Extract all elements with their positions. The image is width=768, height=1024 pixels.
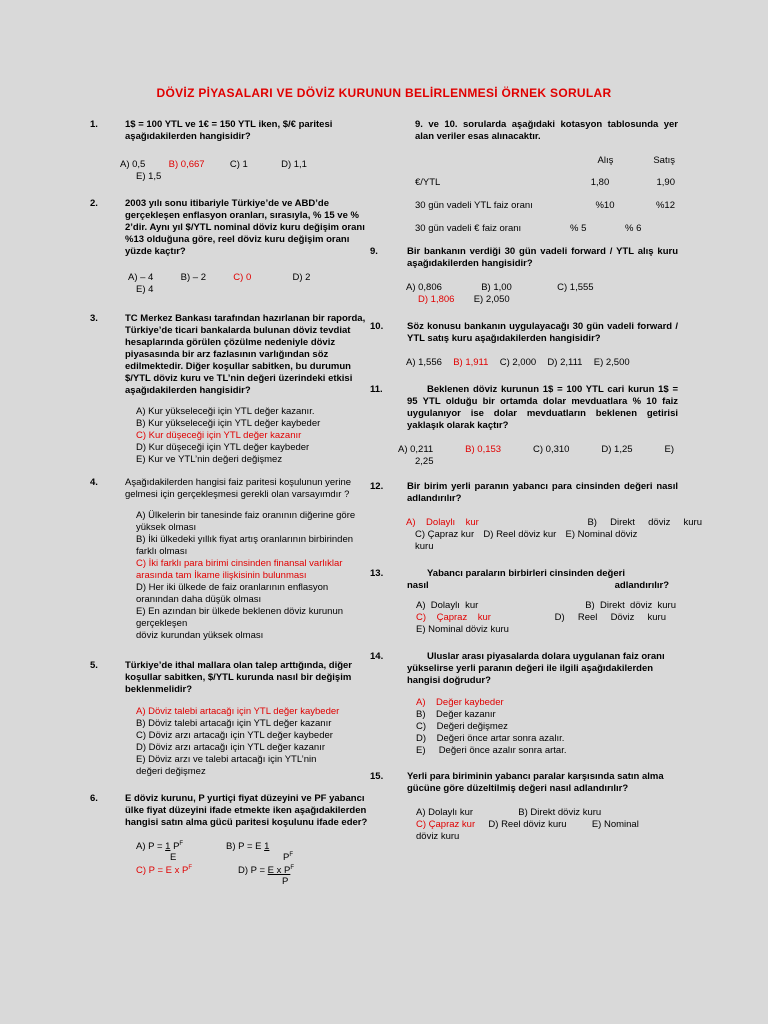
option-d: D) Reel Döviz kuru	[554, 612, 666, 623]
option-c: C) Kur düşeceği için YTL değer kazanır	[136, 430, 302, 441]
option-e: E)	[664, 444, 674, 455]
question-text: Yerli para biriminin yabancı paralar karşısında satın alma gücüne göre düzeltilmiş değeri nasıl adlandırılır?	[407, 771, 664, 794]
option-b: B) Döviz talebi artacağı için YTL değer kazanır	[136, 718, 332, 729]
question-9	[370, 246, 678, 306]
answer-options	[128, 272, 370, 284]
quotation-table	[415, 155, 675, 235]
question-number: 5.	[90, 660, 98, 671]
option-d: D) 2	[292, 272, 311, 283]
option-b: B) Kur yükseleceği için YTL değer kaybeder	[136, 418, 321, 429]
question-text: Beklenen döviz kurunun 1$ = 100 YTL cari kurun 1$ = 95 YTL olduğu bir ortamda dolar mevduatlara % 10 faiz uygulanıyor ise dolar mevduatların beklenen getirisi yaklaşık olarak kaçtır?	[407, 384, 678, 431]
question-text: Türkiye’de ithal mallara olan talep arttığında, diğer koşullar sabitken, $/YTL kurunda nasıl bir değişim beklenmelidir?	[125, 660, 353, 695]
option-c: C) 1,555	[557, 282, 594, 293]
question-text: Bir birim yerli paranın yabancı para cinsinden değeri nasıl adlandırılır?	[407, 481, 678, 504]
option-c: C) P = E x $P^F$	[136, 864, 193, 876]
option-a: A) 1,556	[406, 357, 442, 368]
option-b: B) İki ülkedeki yıllık fiyat artış oranlarının birbirinden farklı olması	[136, 534, 354, 557]
question-number: 6.	[90, 793, 98, 804]
question-13	[370, 568, 678, 636]
question-number: 15.	[370, 771, 384, 782]
option-c: C) İki farklı para birimi cinsinden finansal varlıklar arasında tam İkame ilişkisinin bulunması	[136, 558, 343, 581]
option-a: A) Değer kaybeder	[416, 697, 504, 708]
option-c: C) Çapraz kur	[416, 819, 476, 830]
question-text: Aşağıdakilerden hangisi faiz paritesi koşulunun yerine gelmesi için gerçekleşmesi gerekli olan varsayımdır ?	[125, 477, 352, 500]
option-a: A) Dolaylı kur	[416, 600, 479, 611]
option-a: A) Ülkelerin bir tanesinde faiz oranının diğerine göre yüksek olması	[136, 510, 356, 533]
option-e: E) 1,5	[136, 171, 162, 182]
option-a: A) Dolaylı kur	[406, 517, 479, 528]
question-text: Söz konusu bankanın uygulayacağı 30 gün vadeli forward / YTL satış kuru aşağıdakilerden hangisidir?	[407, 321, 678, 344]
option-c: C) 0,310	[533, 444, 570, 455]
answer-options	[120, 159, 370, 171]
answer-options	[416, 697, 678, 757]
option-b: B) Direkt döviz kuru	[587, 517, 702, 528]
option-a: A) Dolaylı kur	[416, 807, 474, 818]
question-text: Yabancı paraların birbirleri cinsinden değeri	[427, 568, 625, 579]
question-text: Bir bankanın verdiği 30 gün vadeli forward / YTL alış kuru aşağıdakilerden hangisidir?	[407, 246, 678, 269]
option-e: E) En azından bir ülkede beklenen döviz kurunun gerçekleşen	[136, 606, 344, 629]
question-text: TC Merkez Bankası tarafından hazırlanan bir raporda, Türkiye’de ticari bankalarda bulunan döviz tevdiat hesaplarında görülen çözülme nedeniyle döviz piyasasında bir arz fazlasının varlığından söz edilmektedir. Diğer koşullar sabitken, bu durumun $/YTL döviz kuru ve TL’nin değeri üzerindeki etkisi aşağıdakilerden hangisidir?	[125, 313, 366, 396]
option-b: B) Direkt döviz kuru	[518, 807, 602, 818]
question-5	[90, 660, 370, 778]
question-2	[90, 198, 370, 296]
option-e-cont: döviz kurundan yüksek olması	[136, 630, 264, 641]
option-d: D) Reel döviz kur	[483, 529, 557, 540]
table-row: 30 gün vadeli YTL faiz oranı %10 %12	[415, 200, 675, 211]
table-header	[415, 155, 675, 167]
answer-options	[406, 357, 678, 369]
answer-options	[406, 517, 702, 529]
page-title: DÖVİZ PİYASALARI VE DÖVİZ KURUNUN BELİRLENMESİ ÖRNEK SORULAR	[156, 86, 612, 100]
option-e-cont: 2,25	[415, 456, 434, 467]
option-e-cont: değeri değişmez	[136, 766, 206, 777]
question-text-part: nasıl	[407, 580, 429, 591]
option-a: A) 0,806	[406, 282, 442, 293]
option-d: D) Her iki ülkede de faiz oranlarının enflasyon oranından daha düşük olması	[136, 582, 329, 605]
question-number: 14.	[370, 651, 384, 662]
option-b: B) Değer kazanır	[416, 709, 496, 720]
answer-options	[416, 600, 676, 612]
option-a: A) 0,211	[398, 444, 434, 455]
question-text: E döviz kurunu, P yurtiçi fiyat düzeyini ve PF yabancı ülke fiyat düzeyini ifade etmekte iken aşağıdakilerden hangisi satın alma gücü paritesi koşulunu ifade eder?	[125, 793, 368, 828]
option-d: D) Değeri önce artar sonra azalır.	[416, 733, 565, 744]
option-a: A) Kur yükseleceği için YTL değer kazanır.	[136, 406, 315, 417]
option-d: D) 1,806	[418, 294, 455, 305]
question-number: 11.	[370, 384, 383, 395]
option-d: D) Döviz arzı artacağı için YTL değer kazanır	[136, 742, 326, 753]
question-14	[370, 651, 678, 757]
left-column	[90, 119, 370, 891]
option-d: D) Reel döviz kuru	[488, 819, 567, 830]
question-10	[370, 321, 678, 369]
question-11	[370, 384, 678, 468]
option-b: B) P = E 1 $P^F$	[226, 841, 294, 863]
option-e-cont: döviz kuru	[416, 831, 460, 842]
option-e: E) 2,050	[473, 294, 510, 305]
answer-options	[416, 807, 678, 819]
option-b: B) 1,00	[481, 282, 512, 293]
question-1	[90, 119, 370, 183]
option-e: E) Değeri önce azalır sonra artar.	[416, 745, 567, 756]
option-c: C) Döviz arzı artacağı için YTL değer kaybeder	[136, 730, 333, 741]
questions-9-10-intro: 9. ve 10. sorularda aşağıdaki kotasyon tablosunda yer alan veriler esas alınacaktır.	[415, 119, 678, 142]
question-number: 1.	[90, 119, 98, 130]
option-b: B) – 2	[180, 272, 206, 283]
option-a: A) 0,5	[120, 159, 146, 170]
option-e: E) Nominal döviz kuru	[416, 624, 509, 635]
option-c: C) Çapraz kur	[416, 612, 491, 623]
question-4	[90, 477, 370, 642]
question-text-part: adlandırılır?	[614, 580, 669, 591]
option-a: A) P = 1 $P^F$ E	[136, 840, 184, 863]
question-number: 10.	[370, 321, 384, 332]
table-row: 30 gün vadeli € faiz oranı % 5 % 6	[415, 223, 642, 234]
question-6	[90, 793, 370, 891]
option-d: D) 2,111	[547, 357, 583, 368]
question-number: 12.	[370, 481, 384, 492]
option-d: D) Kur düşeceği için YTL değer kaybeder	[136, 442, 310, 453]
question-12	[370, 481, 702, 553]
option-c: C) Değeri değişmez	[416, 721, 508, 732]
option-c: C) 1	[229, 159, 248, 170]
option-b: B) 0,667	[168, 159, 205, 170]
answer-options	[406, 282, 678, 294]
answer-options	[136, 510, 366, 642]
answer-options	[398, 444, 674, 456]
question-text: 1$ = 100 YTL ve 1€ = 150 YTL iken, $/€ paritesi aşağıdakilerden hangisidir?	[125, 119, 333, 142]
option-b: B) Direkt döviz kuru	[585, 600, 676, 611]
question-number: 3.	[90, 313, 98, 324]
option-b: B) 1,911	[453, 357, 489, 368]
option-e: E) Nominal döviz	[565, 529, 638, 540]
question-number: 2.	[90, 198, 98, 209]
question-number: 9.	[370, 246, 378, 257]
table-row: €/YTL 1,80 1,90	[415, 177, 675, 188]
option-e: E) 4	[136, 284, 154, 295]
question-number: 4.	[90, 477, 98, 488]
answer-options	[136, 706, 370, 778]
question-text: Uluslar arası piyasalarda dolara uygulanan faiz oranı yükselirse yerli paranın değeri ile ilgili aşağıdakilerden hangisi doğrudur?	[407, 651, 665, 686]
formula-options	[136, 841, 370, 891]
option-d: D) P = E x $P^F$ P	[238, 864, 295, 887]
option-e: E) Kur ve YTL’nin değeri değişmez	[136, 454, 283, 465]
option-b: B) 0,153	[465, 444, 502, 455]
question-15	[370, 771, 678, 843]
option-a: A) – 4	[128, 272, 154, 283]
option-a: A) Döviz talebi artacağı için YTL değer kaybeder	[136, 706, 340, 717]
option-d: D) 1,25	[601, 444, 633, 455]
answer-options	[136, 406, 370, 466]
right-column	[370, 119, 702, 843]
option-c: C) Çapraz kur	[415, 529, 475, 540]
header-alis: Alış	[597, 155, 614, 166]
question-number: 13.	[370, 568, 384, 579]
option-c: C) 0	[233, 272, 252, 283]
option-d: D) 1,1	[281, 159, 307, 170]
option-e-cont: kuru	[415, 541, 434, 552]
option-e: E) 2,500	[593, 357, 630, 368]
question-3	[90, 313, 370, 466]
option-c: C) 2,000	[499, 357, 537, 368]
option-e: E) Nominal	[591, 819, 639, 830]
header-satis: Satış	[653, 155, 675, 166]
question-text: 2003 yılı sonu itibariyle Türkiye’de ve ABD’de gerçekleşen enflasyon oranları, sırasıyla, % 15 ve % 2’dir. Aynı yıl $/YTL nominal döviz kuru değişim oranı %13 olduğuna göre, reel döviz kuru değişim oranı yüzde kaçtır?	[125, 198, 365, 257]
option-e: E) Döviz arzı ve talebi artacağı için YTL’nin	[136, 754, 317, 765]
